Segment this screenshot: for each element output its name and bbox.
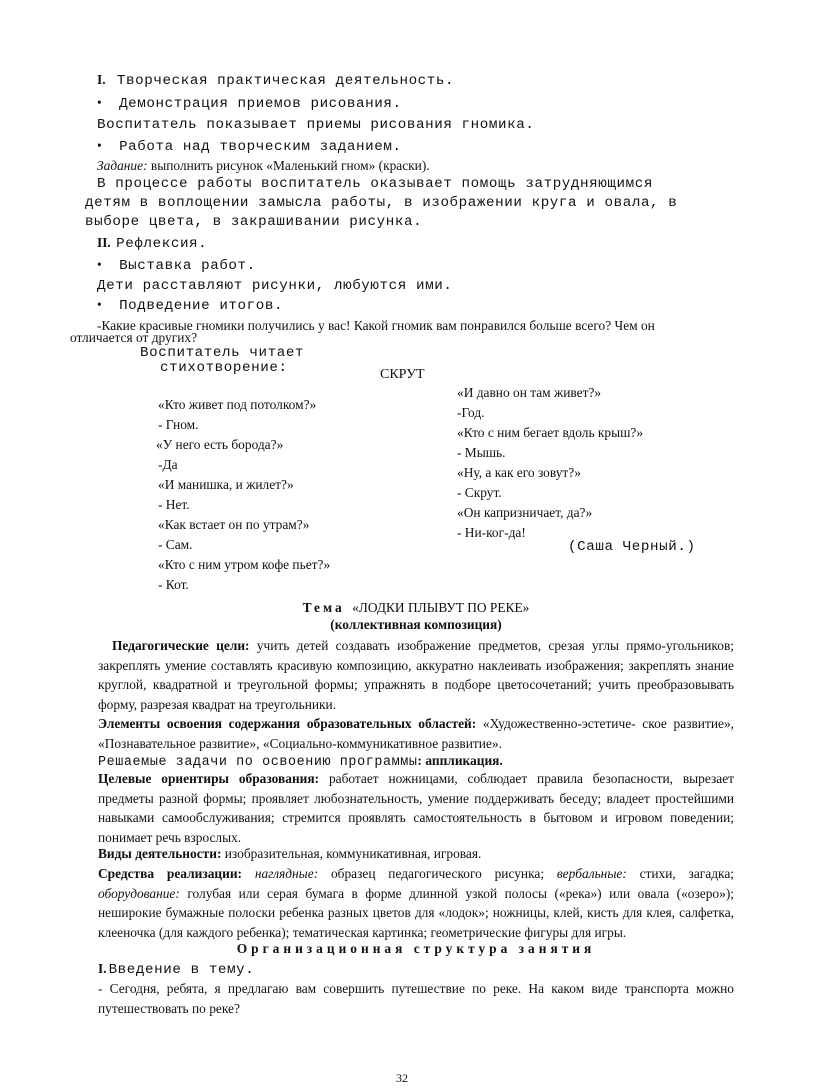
bullet-item-work: • Работа над творческим заданием. [97, 138, 402, 155]
clipped-question-tail: отличается от других? [70, 330, 198, 345]
poem-line: «Он капризничает, да?» [457, 505, 593, 520]
poem-line: «У него есть борода?» [156, 437, 284, 452]
process-paragraph: В процессе работы воспитатель оказывает помощь затрудняющимся детям в воплощении замысла работы, в изображении круга и овала, в выборе цвета, в закрашивании рисунка. [85, 176, 678, 230]
poem-line: - Сам. [158, 537, 193, 552]
poem-line: «И давно он там живет?» [457, 385, 602, 400]
poem-line: -Да [158, 457, 178, 472]
poem-line: «Кто с ним бегает вдоль крыш?» [457, 425, 644, 440]
poem-line: -Год. [457, 405, 485, 420]
poem-line: - Кот. [158, 577, 189, 592]
children-arrange-line: Дети расставляют рисунки, любуются ими. [97, 278, 453, 294]
pedagogical-goals: Педагогические цели: учить детей создавать изображение предметов, срезая углы прямо-угольников; закреплять умение составлять красивую композицию, аккуратно наклеивать изображения; закреплять знание круглой, квадратной и треугольной формы; упражнять в подборе цветосочетаний; учить преобразовывать форму, разрезая квадрат на треугольники. [98, 638, 734, 712]
bullet-icon: • [97, 138, 102, 153]
poem-right-column [457, 383, 717, 543]
task-line: Задание: выполнить рисунок «Маленький гном» (краски). [97, 158, 430, 173]
summary-question: -Какие красивые гномики получились у вас! Какой гномик вам понравился больше всего? Чем он [97, 318, 655, 333]
bullet-item-exhibition: • Выставка работ. [97, 257, 256, 274]
lesson-title: Тема «ЛОДКИ ПЛЫВУТ ПО РЕКЕ» [302, 600, 530, 615]
educational-areas: Элементы освоения содержания образовательных областей: «Художественно-эстетиче- ское развитие», «Познавательное развитие», «Социально-коммуникативное развитие». [98, 716, 734, 751]
activity-types: Виды деятельности: изобразительная, коммуникативная, игровая. [98, 846, 482, 861]
poem-line: - Гном. [158, 417, 199, 432]
bullet-item-summary: • Подведение итогов. [97, 297, 284, 314]
intro-heading: I. Введение в тему. [98, 961, 255, 978]
poem-line: «Кто живет под потолком?» [158, 397, 317, 412]
section-1-heading: I. Творческая практическая деятельность. [97, 72, 455, 89]
poem-line: - Ни-ког-да! [457, 525, 526, 540]
poem-line: «Ну, а как его зовут?» [457, 465, 581, 480]
poem-left-column [156, 395, 398, 592]
teacher-shows-line: Воспитатель показывает приемы рисования гномика. [97, 117, 535, 133]
program-tasks: Решаемые задачи по освоению программы: аппликация. [98, 753, 503, 770]
implementation-means: Средства реализации: наглядные: образец педагогического рисунка; вербальные: стихи, загадка; оборудование: голубая или серая бумага в форме длинной узкой полосы («река») или овала («озеро»); неширокие бумажные полоски ребенка разных цветов для «лодок»; ножницы, клей, кисть для клея, салфетка, клееночка (для каждого ребенка); тематическая картинка; геометрические фигуры для игры. [98, 866, 734, 940]
poem-intro: Воспитатель читает стихотворение: [140, 345, 305, 376]
section-2-heading: II. Рефлексия. [97, 235, 208, 252]
bullet-item-demo: • Демонстрация приемов рисования. [97, 95, 402, 112]
bullet-icon: • [97, 297, 102, 312]
poem-title: СКРУТ [380, 367, 425, 382]
structure-heading: Организационная структура занятия [236, 941, 596, 956]
lesson-subtitle: (коллективная композиция) [330, 617, 502, 632]
poem-line: - Мышь. [457, 445, 506, 460]
bullet-icon: • [97, 257, 102, 272]
target-guidelines: Целевые ориентиры образования: работает ножницами, соблюдает правила безопасности, вырезает предметы разной формы; проявляет любознательность, умение поддерживать беседу; владеет простейшими навыками самообслуживания; стремится проявлять самостоятельность в бытовом и игровом поведении; понимает речь взрослых. [98, 771, 734, 845]
poem-line: - Скрут. [457, 485, 502, 500]
poem-line: - Нет. [158, 497, 190, 512]
bullet-icon: • [97, 95, 102, 110]
poem-line: «И манишка, и жилет?» [158, 477, 294, 492]
intro-speech: - Сегодня, ребята, я предлагаю вам совершить путешествие по реке. На каком виде транспорта можно путешествовать по реке? [98, 981, 734, 1016]
poem-line: «Как встает он по утрам?» [158, 517, 310, 532]
page-number: 32 [396, 1071, 408, 1085]
poem-line: «Кто с ним утром кофе пьет?» [158, 557, 331, 572]
poem-author: (Саша Черный.) [568, 539, 696, 555]
